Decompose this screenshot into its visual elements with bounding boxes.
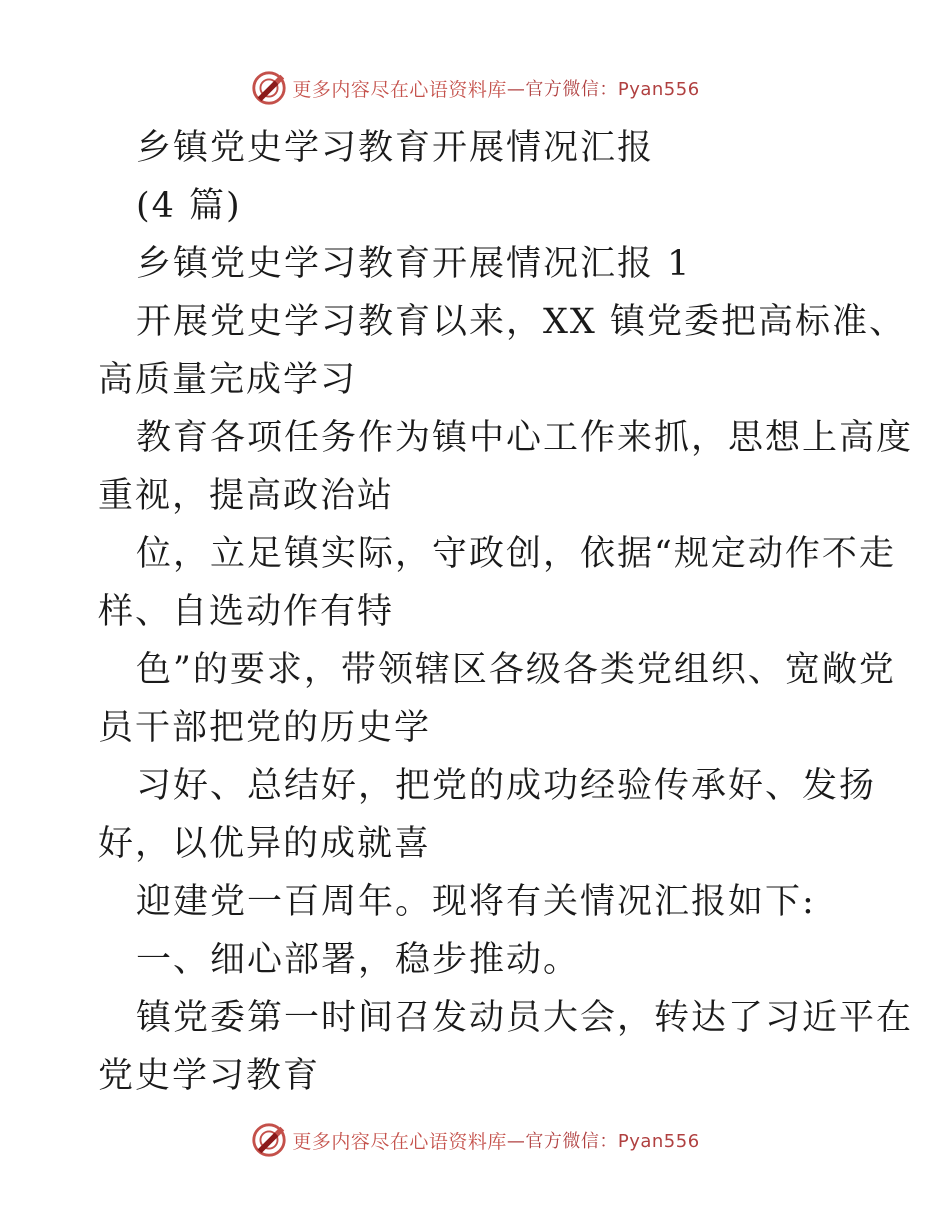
pen-logo-icon (250, 1121, 288, 1159)
paragraph-line: 重视，提高政治站 (98, 476, 395, 516)
paragraph-line: 好，以优异的成就喜 (98, 824, 432, 864)
paragraph-line: 色”的要求，带领辖区各级各类党组织、宽敞党 (136, 650, 896, 690)
paragraph-line: 镇党委第一时间召发动员大会，转达了习近平在 (136, 998, 914, 1038)
watermark-suffix-text: —官方微信：Pyan556 (506, 1131, 700, 1152)
document-subtitle: (4 篇) (136, 186, 242, 226)
watermark-suffix-text: —官方微信：Pyan556 (506, 79, 700, 100)
section-heading: 乡镇党史学习教育开展情况汇报 1 (136, 244, 692, 284)
paragraph-line: 开展党史学习教育以来，XX 镇党委把高标准、 (136, 302, 906, 342)
document-title: 乡镇党史学习教育开展情况汇报 (136, 128, 655, 168)
paragraph-line: 党史学习教育 (98, 1056, 321, 1096)
section-point-heading: 一、细心部署，稳步推动。 (136, 940, 581, 980)
footer-watermark (0, 1120, 950, 1160)
paragraph-line: 样、自选动作有特 (98, 592, 395, 632)
paragraph-line: 教育各项任务作为镇中心工作来抓，思想上高度 (136, 418, 914, 458)
header-watermark (0, 68, 950, 108)
watermark-main-text: 更多内容尽在心语资料库 (292, 78, 507, 101)
paragraph-line: 位，立足镇实际，守政创，依据“规定动作不走 (136, 534, 896, 574)
paragraph-line: 迎建党一百周年。现将有关情况汇报如下: (136, 882, 816, 922)
paragraph-line: 高质量完成学习 (98, 360, 358, 400)
paragraph-line: 员干部把党的历史学 (98, 708, 432, 748)
paragraph-line: 习好、总结好，把党的成功经验传承好、发扬 (136, 766, 877, 806)
watermark-main-text: 更多内容尽在心语资料库 (292, 1130, 507, 1153)
pen-logo-icon (250, 69, 288, 107)
